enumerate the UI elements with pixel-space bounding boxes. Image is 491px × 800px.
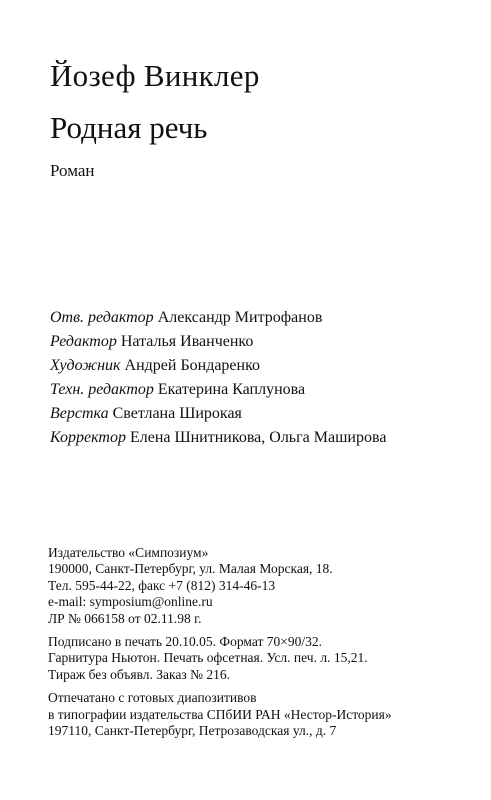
credit-role: Техн. редактор xyxy=(50,381,154,398)
publisher-email: e-mail: symposium@online.ru xyxy=(48,594,213,610)
credit-editor xyxy=(50,330,386,354)
printer-address: 197110, Санкт-Петербург, Петрозаводская ул., д. 7 xyxy=(48,723,337,739)
imprint-block xyxy=(48,545,392,739)
author-name: Йозеф Винклер xyxy=(50,58,260,93)
publisher-info xyxy=(48,545,392,627)
book-title: Родная речь xyxy=(50,110,208,145)
credit-role: Художник xyxy=(50,357,121,374)
printer-name: в типографии издательства СПбИИ РАН «Нестор-История» xyxy=(48,706,392,722)
credits-list xyxy=(50,306,386,450)
credit-executive-editor xyxy=(50,306,386,330)
printer-note: Отпечатано с готовых диапозитивов xyxy=(48,690,257,706)
credit-name: Екатерина Каплунова xyxy=(157,381,306,398)
publisher-address: 190000, Санкт-Петербург, ул. Малая Морская, 18. xyxy=(48,561,333,577)
credit-proofreader xyxy=(50,426,386,450)
credit-role: Отв. редактор xyxy=(50,309,154,326)
print-details xyxy=(48,634,392,683)
credit-name: Наталья Иванченко xyxy=(120,333,254,350)
print-run-order: Тираж без объявл. Заказ № 216. xyxy=(48,666,230,682)
publisher-phone: Тел. 595-44-22, факс +7 (812) 314-46-13 xyxy=(48,577,276,593)
print-signed-format: Подписано в печать 20.10.05. Формат 70×90/32. xyxy=(48,634,322,650)
credit-layout xyxy=(50,402,386,426)
print-typeface: Гарнитура Ньютон. Печать офсетная. Усл. печ. л. 15,21. xyxy=(48,650,368,666)
credit-artist xyxy=(50,354,386,378)
credit-role: Верстка xyxy=(50,405,109,422)
publisher-license: ЛР № 066158 от 02.11.98 г. xyxy=(48,610,202,626)
credit-name: Елена Шнитникова, Ольга Маширова xyxy=(129,429,387,446)
printer-info xyxy=(48,690,392,739)
book-genre: Роман xyxy=(50,161,95,180)
credit-role: Редактор xyxy=(50,333,117,350)
credit-name: Андрей Бондаренко xyxy=(124,357,261,374)
credit-name: Александр Митрофанов xyxy=(157,309,323,326)
credit-name: Светлана Широкая xyxy=(112,405,242,422)
credit-role: Корректор xyxy=(50,429,126,446)
publisher-name: Издательство «Симпозиум» xyxy=(48,545,209,560)
credit-technical-editor xyxy=(50,378,386,402)
